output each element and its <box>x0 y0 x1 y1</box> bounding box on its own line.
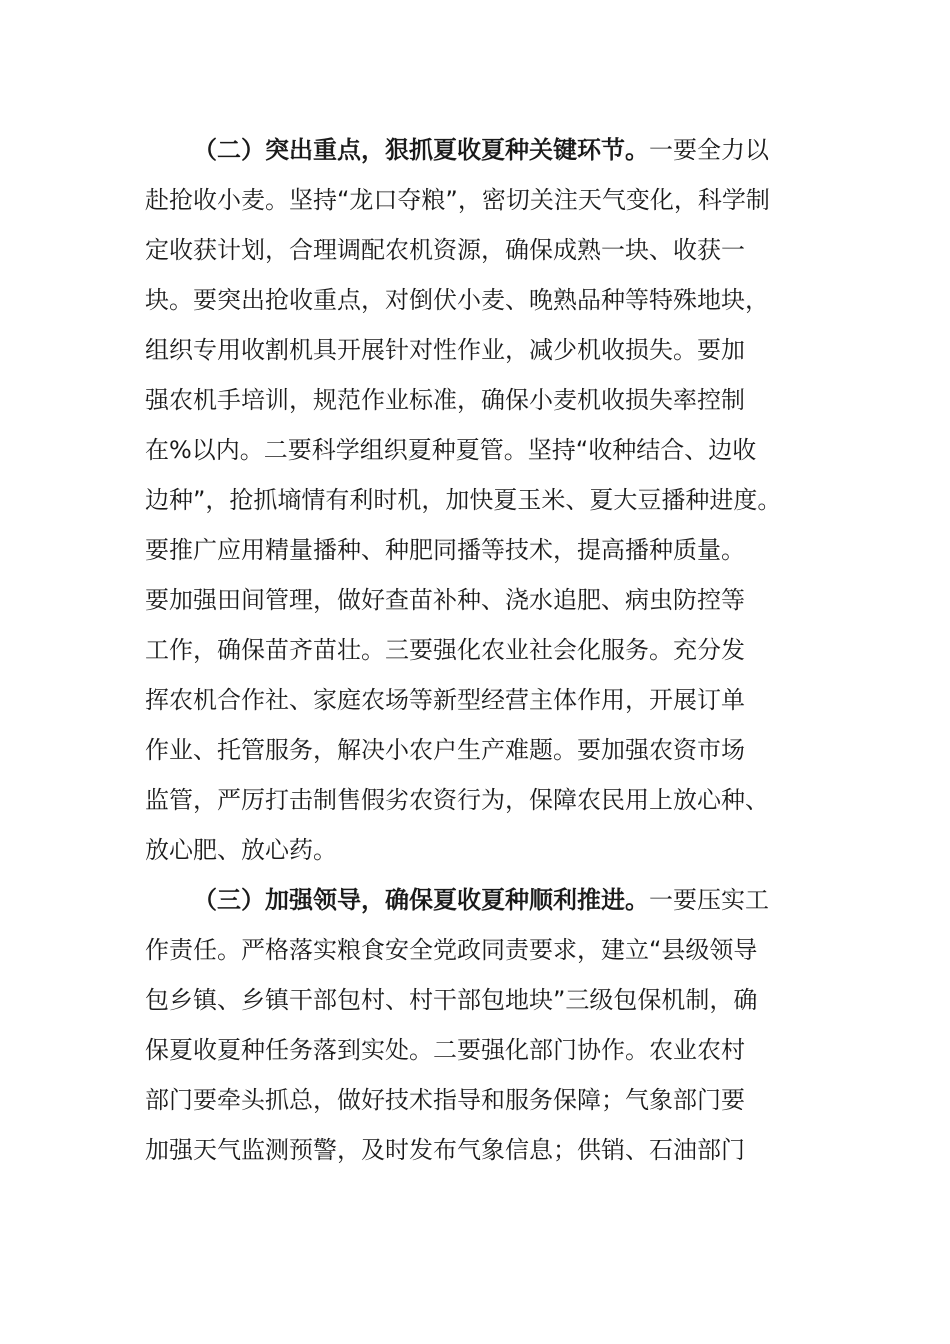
section-3-heading: （三）加强领导，确保夏收夏种顺利推进。 <box>193 886 649 914</box>
section-2-text-line: 一要全力以 <box>649 136 769 164</box>
section-3-text-line: 加强天气监测预警，及时发布气象信息；供销、石油部门 <box>145 1136 745 1164</box>
section-2-text-line: 组织专用收割机具开展针对性作业，减少机收损失。要加 <box>145 336 745 364</box>
section-2-first-line <box>145 125 805 175</box>
section-3-text-line: 包乡镇、乡镇干部包村、村干部包地块”三级包保机制，确 <box>145 986 758 1014</box>
section-2-text-line: 在%以内。二要科学组织夏种夏管。坚持“收种结合、边收 <box>145 436 757 464</box>
section-3-text-line: 作责任。严格落实粮食安全党政同责要求，建立“县级领导 <box>145 936 758 964</box>
section-3-text-line: 保夏收夏种任务落到实处。二要强化部门协作。农业农村 <box>145 1036 745 1064</box>
section-3-text-line: 部门要牵头抓总，做好技术指导和服务保障；气象部门要 <box>145 1086 745 1114</box>
section-2-text-line: 挥农机合作社、家庭农场等新型经营主体作用，开展订单 <box>145 686 745 714</box>
section-2-text-line: 赴抢收小麦。坚持“龙口夺粮”，密切关注天气变化，科学制 <box>145 186 770 214</box>
section-3-text-line: 一要压实工 <box>649 886 769 914</box>
section-2-text-line: 强农机手培训，规范作业标准，确保小麦机收损失率控制 <box>145 386 745 414</box>
section-2-text-line: 放心肥、放心药。 <box>145 836 337 864</box>
section-2-text-line: 边种”，抢抓墒情有利时机，加快夏玉米、夏大豆播种进度。 <box>145 486 782 514</box>
section-2-text-line: 作业、托管服务，解决小农户生产难题。要加强农资市场 <box>145 736 745 764</box>
section-2-text-line: 要推广应用精量播种、种肥同播等技术，提高播种质量。 <box>145 536 745 564</box>
section-2-heading: （二）突出重点，狠抓夏收夏种关键环节。 <box>193 136 649 164</box>
document-body <box>145 125 805 1175</box>
section-2-text-line: 要加强田间管理，做好查苗补种、浇水追肥、病虫防控等 <box>145 586 745 614</box>
section-2-text-line: 工作，确保苗齐苗壮。三要强化农业社会化服务。充分发 <box>145 636 745 664</box>
section-2-text-line: 块。要突出抢收重点，对倒伏小麦、晚熟品种等特殊地块， <box>145 286 769 314</box>
section-3-first-line <box>145 875 805 925</box>
section-2-text-line: 定收获计划，合理调配农机资源，确保成熟一块、收获一 <box>145 236 745 264</box>
section-2-text-line: 监管，严厉打击制售假劣农资行为，保障农民用上放心种、 <box>145 786 769 814</box>
